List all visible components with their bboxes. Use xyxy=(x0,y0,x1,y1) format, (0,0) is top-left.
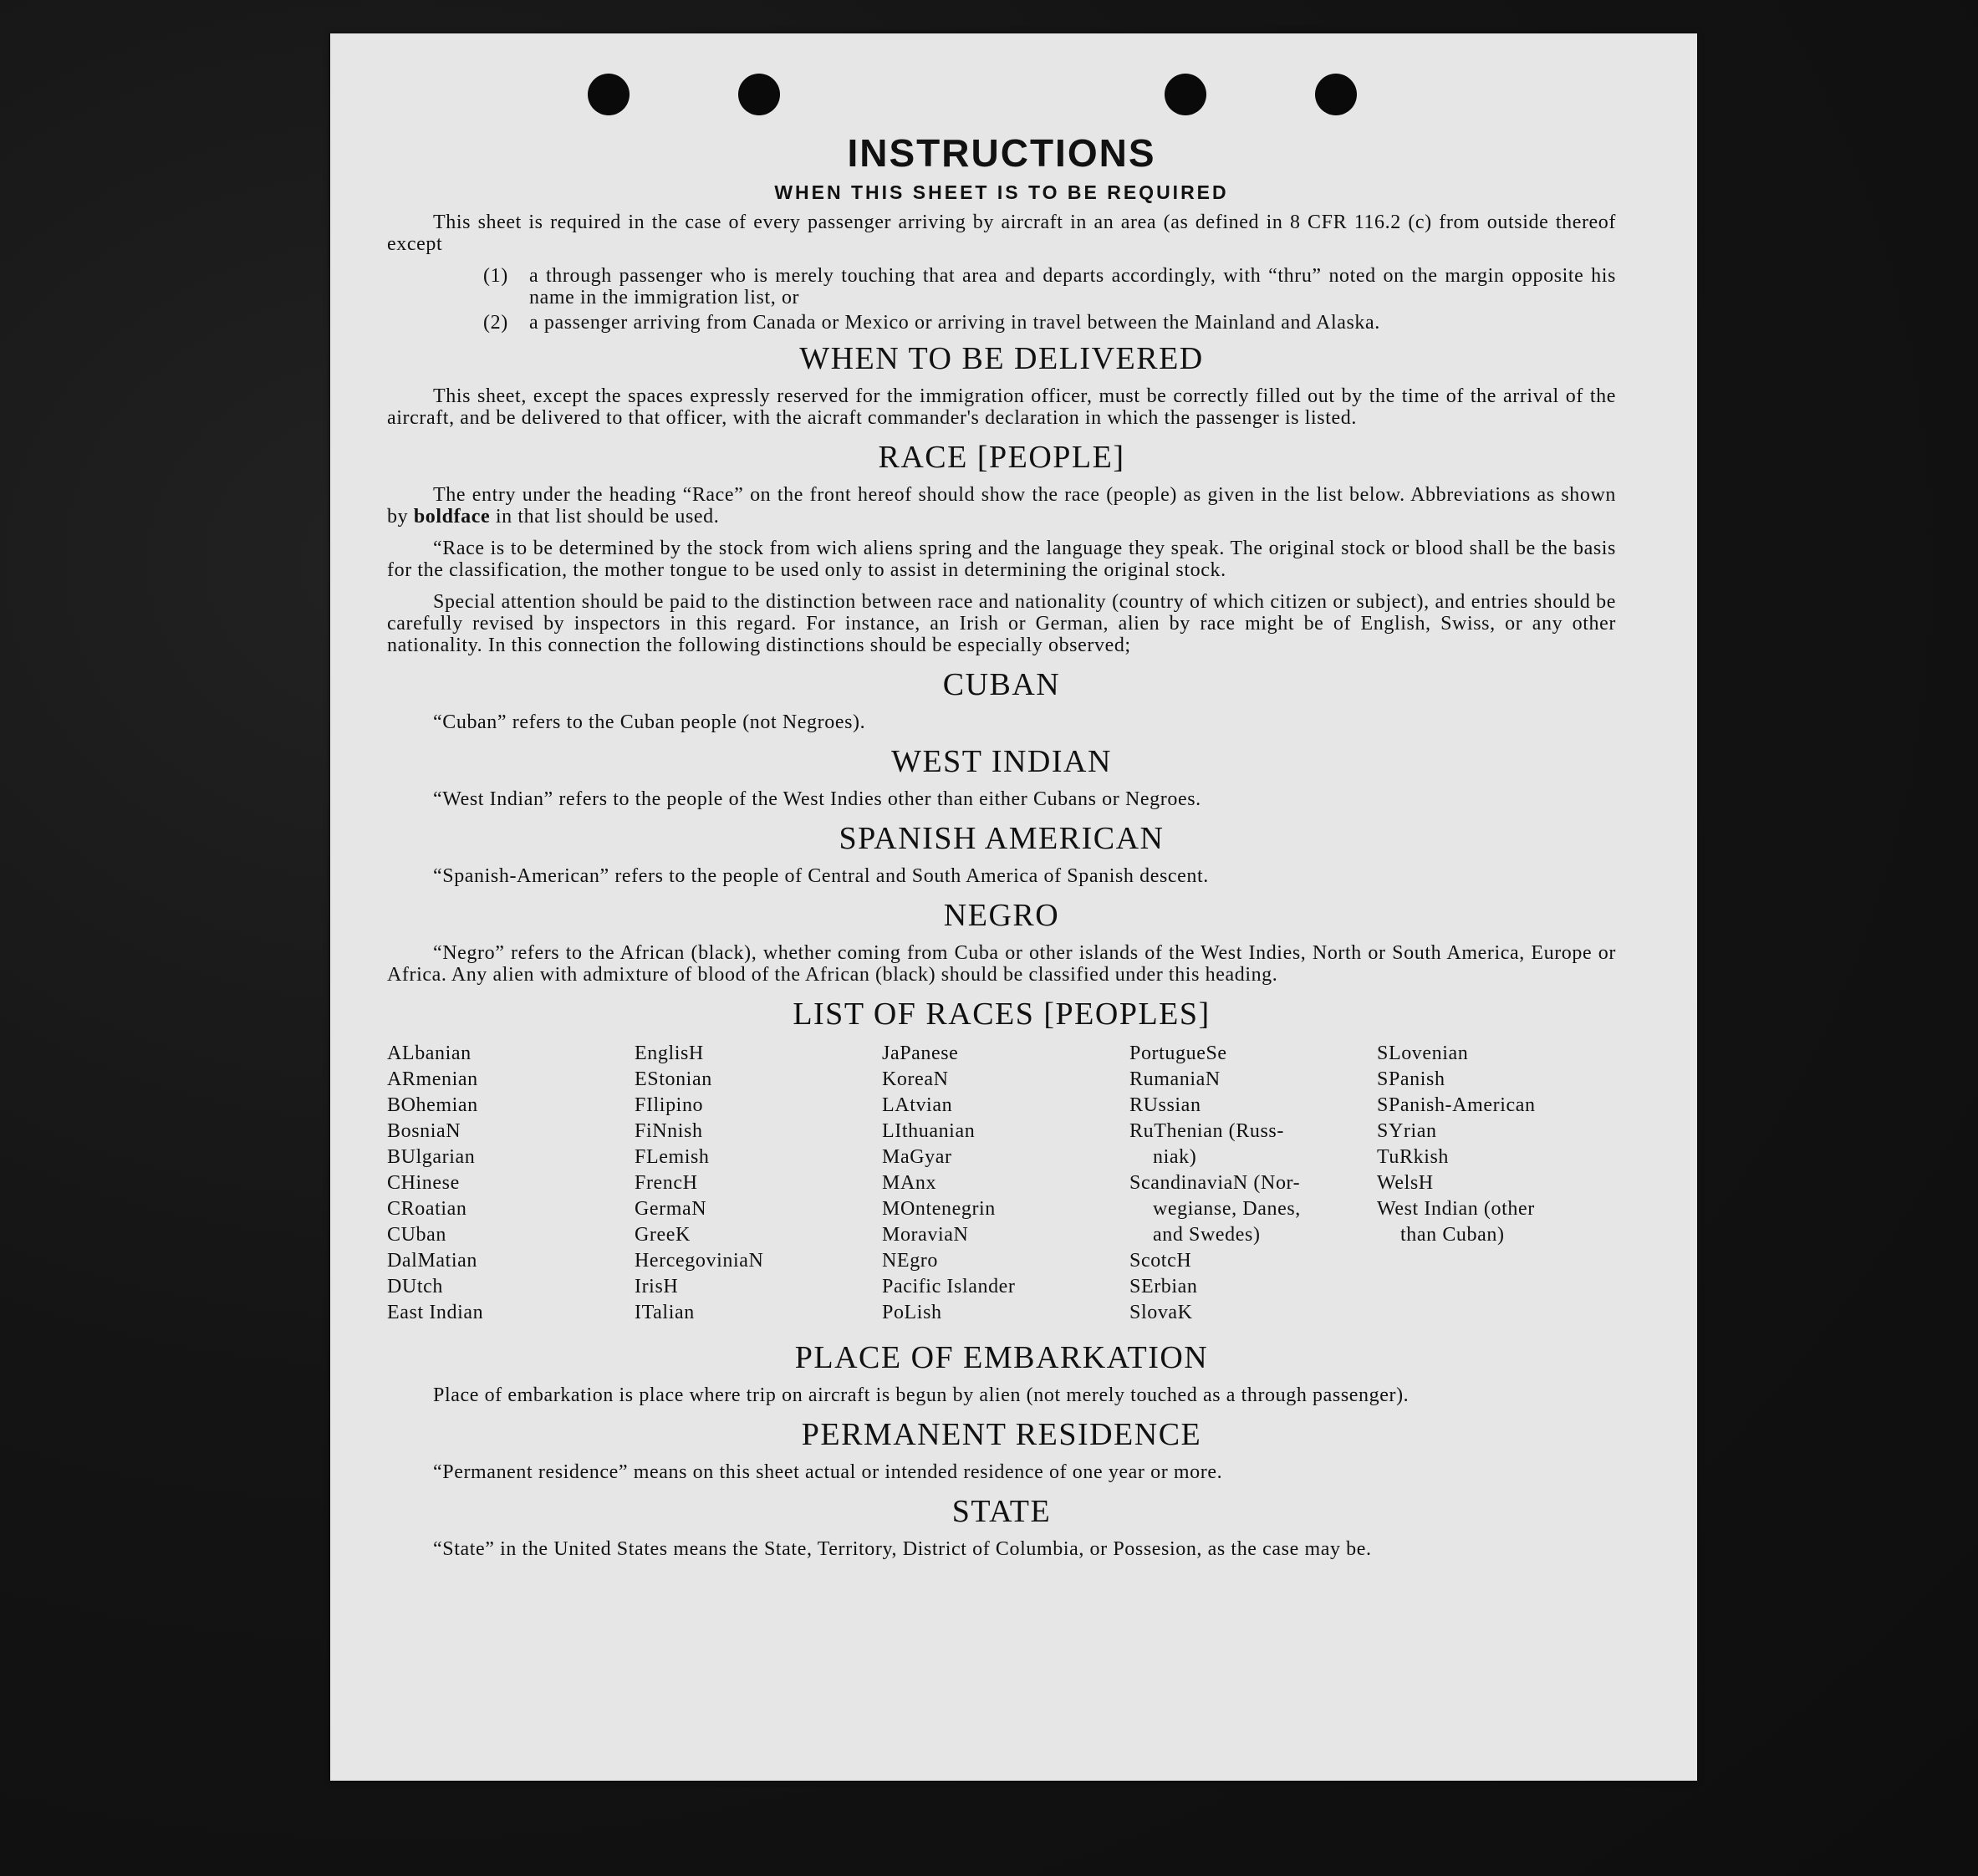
race-entry: SlovaK xyxy=(1129,1302,1193,1323)
instructions-body xyxy=(387,130,1616,1570)
exception-text: a through passenger who is merely touching that area and departs accordingly, with “thru” noted on the margin opposite his name in the immigration list, or xyxy=(529,265,1616,308)
race-entry: RuThenian (Russ- xyxy=(1129,1120,1284,1142)
race-entry: NEgro xyxy=(882,1250,938,1272)
exception-item xyxy=(483,265,1616,308)
exception-number: (1) xyxy=(483,265,508,287)
race-entry: HercegoviniaN xyxy=(635,1250,764,1272)
exception-item xyxy=(483,312,1616,334)
race-text-bold: boldface xyxy=(413,506,491,528)
race-entry: MOntenegrin xyxy=(882,1198,996,1220)
races-list xyxy=(387,1041,1616,1326)
race-entry: FLemish xyxy=(635,1146,710,1168)
punch-hole xyxy=(588,74,630,115)
cuban-text: “Cuban” refers to the Cuban people (not Negroes). xyxy=(433,711,866,733)
races-column xyxy=(882,1041,1121,1326)
race-entry: ScotcH xyxy=(1129,1250,1192,1272)
race-entry: PortugueSe xyxy=(1129,1043,1227,1064)
race-entry: GreeK xyxy=(635,1224,691,1246)
race-entry: East Indian xyxy=(387,1302,484,1323)
race-entry: SPanish xyxy=(1377,1068,1445,1090)
race-entry: ARmenian xyxy=(387,1068,478,1090)
document-page xyxy=(330,33,1697,1781)
race-entry: CUban xyxy=(387,1224,446,1246)
race-entry: WelsH xyxy=(1377,1172,1434,1194)
state-heading: STATE xyxy=(951,1494,1052,1529)
race-entry: RUssian xyxy=(1129,1094,1201,1116)
list-heading: LIST OF RACES [PEOPLES] xyxy=(793,997,1211,1032)
races-column xyxy=(1129,1041,1369,1326)
race-entry: EStonian xyxy=(635,1068,712,1090)
race-entry: ITalian xyxy=(635,1302,695,1323)
race-entry: West Indian (other xyxy=(1377,1198,1535,1220)
west-indian-text: “West Indian” refers to the people of the West Indies other than either Cubans or Negroes. xyxy=(433,788,1201,810)
races-column xyxy=(635,1041,874,1326)
spanish-american-text: “Spanish-American” refers to the people of Central and South America of Spanish descent. xyxy=(433,865,1209,887)
race-entry: TuRkish xyxy=(1377,1146,1450,1168)
west-indian-heading: WEST INDIAN xyxy=(891,744,1112,779)
required-intro: This sheet is required in the case of every passenger arriving by aircraft in an area (as defined in 8 CFR 116.2 (c) from outside thereof except xyxy=(387,212,1616,255)
race-entry: and Swedes) xyxy=(1153,1224,1261,1246)
race-entry: LIthuanian xyxy=(882,1120,976,1142)
punch-hole xyxy=(1165,74,1206,115)
race-entry: FIlipino xyxy=(635,1094,704,1116)
exception-number: (2) xyxy=(483,312,508,334)
required-heading: WHEN THIS SHEET IS TO BE REQUIRED xyxy=(774,181,1229,203)
race-entry: BosniaN xyxy=(387,1120,461,1142)
race-entry: BOhemian xyxy=(387,1094,478,1116)
race-entry: DalMatian xyxy=(387,1250,478,1272)
race-entry: BUlgarian xyxy=(387,1146,476,1168)
exception-text: a passenger arriving from Canada or Mexico or arriving in travel between the Mainland and Alaska. xyxy=(529,312,1380,334)
delivered-text: This sheet, except the spaces expressly reserved for the immigration officer, must be correctly filled out by the time of the arrival of the aircraft, and be delivered to that officer, with the aicraft commander's declaration in which the passenger is listed. xyxy=(387,385,1616,429)
race-entry: Pacific Islander xyxy=(882,1276,1016,1297)
race-text-after: in that list should be used. xyxy=(490,506,720,528)
race-entry: than Cuban) xyxy=(1400,1224,1505,1246)
race-text-before: The entry under the heading “Race” on the front hereof should show the race (people) as given in the list below. Abbreviations as shown by xyxy=(387,484,1616,528)
race-entry: wegianse, Danes, xyxy=(1153,1198,1301,1220)
race-entry: LAtvian xyxy=(882,1094,953,1116)
race-entry: PoLish xyxy=(882,1302,942,1323)
delivered-heading: WHEN TO BE DELIVERED xyxy=(799,341,1204,376)
races-column xyxy=(1377,1041,1616,1326)
races-column xyxy=(387,1041,626,1326)
race-paragraph-1 xyxy=(387,484,1616,528)
residence-text: “Permanent residence” means on this sheet actual or intended residence of one year or more. xyxy=(433,1461,1223,1483)
race-entry: SPanish-American xyxy=(1377,1094,1536,1116)
race-entry: EnglisH xyxy=(635,1043,704,1064)
race-entry: DUtch xyxy=(387,1276,443,1297)
race-entry: FrencH xyxy=(635,1172,698,1194)
race-entry: GermaN xyxy=(635,1198,707,1220)
race-paragraph-3: Special attention should be paid to the distinction between race and nationality (country of which citizen or subject), and entries should be carefully revised by inspectors in this regard. For instance, an Irish or German, alien by race might be of English, Swiss, or any other nationality. In this connection the following distinctions should be especially observed; xyxy=(387,591,1616,656)
race-entry: JaPanese xyxy=(882,1043,959,1064)
race-entry: SErbian xyxy=(1129,1276,1198,1297)
embarkation-text: Place of embarkation is place where trip on aircraft is begun by alien (not merely touched as a through passenger). xyxy=(433,1384,1410,1406)
negro-heading: NEGRO xyxy=(943,898,1060,933)
race-entry: CRoatian xyxy=(387,1198,467,1220)
race-entry: MAnx xyxy=(882,1172,937,1194)
negro-text: “Negro” refers to the African (black), whether coming from Cuba or other islands of the West Indies, North or South America, Europe or Africa. Any alien with admixture of blood of the African (black) should be classified under this heading. xyxy=(387,942,1616,986)
race-entry: MaGyar xyxy=(882,1146,952,1168)
race-entry: KoreaN xyxy=(882,1068,949,1090)
race-entry: SLovenian xyxy=(1377,1043,1469,1064)
race-entry: ScandinaviaN (Nor- xyxy=(1129,1172,1301,1194)
race-entry: SYrian xyxy=(1377,1120,1437,1142)
spanish-american-heading: SPANISH AMERICAN xyxy=(839,821,1165,856)
cuban-heading: CUBAN xyxy=(942,667,1061,702)
embarkation-heading: PLACE OF EMBARKATION xyxy=(794,1340,1209,1375)
race-entry: RumaniaN xyxy=(1129,1068,1221,1090)
punch-hole xyxy=(738,74,780,115)
race-paragraph-2: “Race is to be determined by the stock from wich aliens spring and the language they speak. The original stock or blood shall be the basis for the classification, the mother tongue to be used only to assist in determining the original stock. xyxy=(387,538,1616,581)
residence-heading: PERMANENT RESIDENCE xyxy=(801,1417,1202,1452)
race-entry: FiNnish xyxy=(635,1120,703,1142)
race-entry: CHinese xyxy=(387,1172,460,1194)
race-entry: MoraviaN xyxy=(882,1224,969,1246)
race-entry: IrisH xyxy=(635,1276,679,1297)
race-heading: RACE [PEOPLE] xyxy=(878,440,1125,475)
race-entry: niak) xyxy=(1153,1146,1197,1168)
race-entry: ALbanian xyxy=(387,1043,472,1064)
state-text: “State” in the United States means the State, Territory, District of Columbia, or Possesion, as the case may be. xyxy=(433,1538,1372,1560)
page-title: INSTRUCTIONS xyxy=(847,131,1156,175)
punch-hole xyxy=(1315,74,1357,115)
